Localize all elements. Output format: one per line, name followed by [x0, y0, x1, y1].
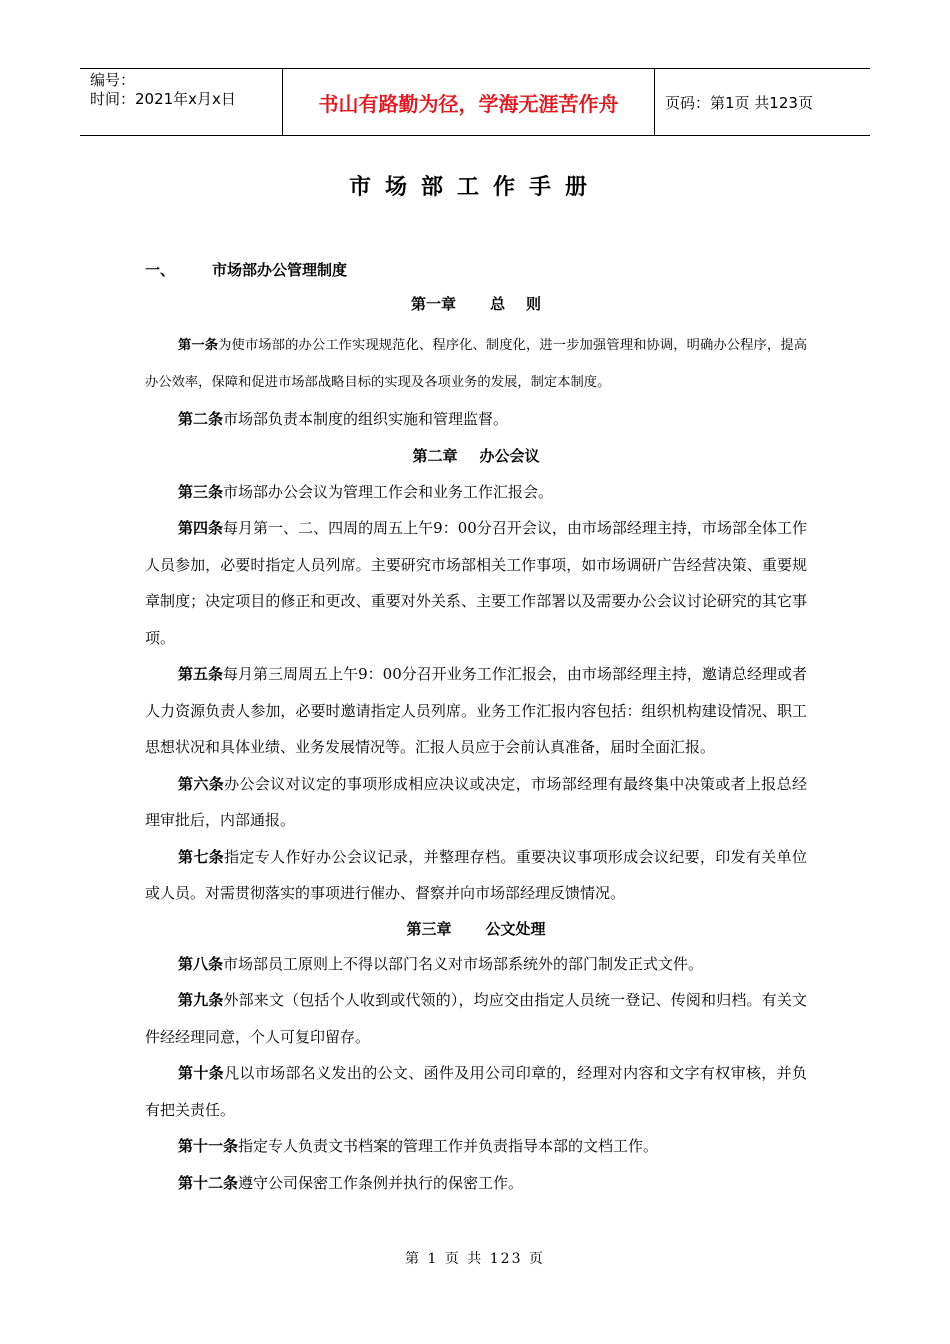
article-text: 指定专人作好办公会议记录，并整理存档。重要决议事项形成会议纪要，印发有关单位或人员。对需贯彻落实的事项进行催办、督察并向市场部经理反馈情况。: [145, 847, 807, 902]
article: [145, 839, 807, 912]
chapter-heading: [145, 290, 807, 318]
article-label: 第一条: [178, 338, 219, 353]
header-motto-cell: [282, 69, 655, 135]
page-footer: 第 1 页 共 123 页: [405, 1251, 545, 1267]
article: [145, 656, 807, 766]
article: [145, 328, 807, 401]
header-motto: 书山有路勤为径，学海无涯苦作舟: [318, 91, 619, 116]
section-title: 市场部办公管理制度: [212, 261, 348, 279]
header-page-label: 页码：第1页 共123页: [665, 93, 813, 112]
document-body: [145, 290, 807, 1201]
chapter-number: 第三章: [406, 919, 452, 938]
article-label: 第十一条: [178, 1137, 239, 1155]
document-header: [80, 68, 870, 136]
article: [145, 946, 807, 983]
section-number: 一、: [145, 261, 176, 279]
article-label: 第三条: [178, 482, 224, 501]
header-meta: [80, 69, 282, 135]
article: [145, 474, 807, 511]
article: [145, 1165, 807, 1202]
chapter-heading: [145, 438, 807, 474]
section-heading: [145, 259, 347, 280]
article-text: 为使市场部的办公工作实现规范化、程序化、制度化，进一步加强管理和协调，明确办公程序，提高办公效率，保障和促进市场部战略目标的实现及各项业务的发展，制定本制度。: [145, 338, 808, 390]
article-text: 凡以市场部名义发出的公文、函件及用公司印章的，经理对内容和文字有权审核，并负有把关责任。: [145, 1064, 807, 1119]
article-text: 外部来文（包括个人收到或代领的），均应交由指定人员统一登记、传阅和归档。有关文件经经理同意，个人可复印留存。: [145, 991, 807, 1046]
article-text: 办公会议对议定的事项形成相应决议或决定，市场部经理有最终集中决策或者上报总经理审批后，内部通报。: [145, 774, 807, 829]
article-text: 指定专人负责文书档案的管理工作并负责指导本部的文档工作。: [238, 1137, 659, 1155]
time-label: 时间：2021年x月x日: [90, 90, 236, 108]
header-page-cell: [655, 69, 870, 135]
article: [145, 510, 807, 656]
chapter-title: 办公会议: [479, 446, 540, 465]
article-text: 每月第三周周五上午9：00分召开业务工作汇报会，由市场部经理主持，邀请总经理或者人力资源负责人参加，必要时邀请指定人员列席。业务工作汇报内容包括：组织机构建设情况、职工思想状况和具体业绩、业务发展情况等。汇报人员应于会前认真准备，届时全面汇报。: [145, 665, 807, 756]
article-text: 遵守公司保密工作条例并执行的保密工作。: [238, 1173, 524, 1192]
page-title: 市场部工作手册: [348, 174, 601, 200]
chapter-heading: [145, 912, 807, 946]
article-label: 第二条: [178, 410, 224, 428]
chapter-title: 公文处理: [485, 919, 546, 938]
article: [145, 982, 807, 1055]
article-text: 市场部员工原则上不得以部门名义对市场部系统外的部门制发正式文件。: [223, 954, 704, 973]
article-label: 第七条: [178, 847, 225, 866]
article: [145, 401, 807, 438]
article-label: 第五条: [178, 665, 224, 683]
chapter-number: 第一章: [411, 295, 457, 313]
article: [145, 766, 807, 839]
article-label: 第十条: [178, 1064, 225, 1082]
article-label: 第八条: [178, 954, 224, 973]
chapter-number: 第二章: [412, 446, 458, 465]
article-text: 每月第一、二、四周的周五上午9：00分召开会议，由市场部经理主持，市场部全体工作人员参加，必要时指定人员列席。主要研究市场部相关工作事项，如市场调研广告经营决策、重要规章制度；决定项目的修正和更改、重要对外关系、主要工作部署以及需要办公会议讨论研究的其它事项。: [145, 519, 807, 647]
article-text: 市场部负责本制度的组织实施和管理监督。: [223, 410, 509, 428]
article-label: 第六条: [178, 774, 225, 793]
article-label: 第十二条: [178, 1173, 239, 1192]
article-label: 第四条: [178, 519, 224, 537]
article: [145, 1055, 807, 1128]
number-label: 编号：: [90, 71, 136, 89]
article: [145, 1128, 807, 1165]
article-text: 市场部办公会议为管理工作会和业务工作汇报会。: [223, 482, 554, 501]
article-label: 第九条: [178, 991, 224, 1009]
chapter-title: 总 则: [490, 295, 541, 313]
